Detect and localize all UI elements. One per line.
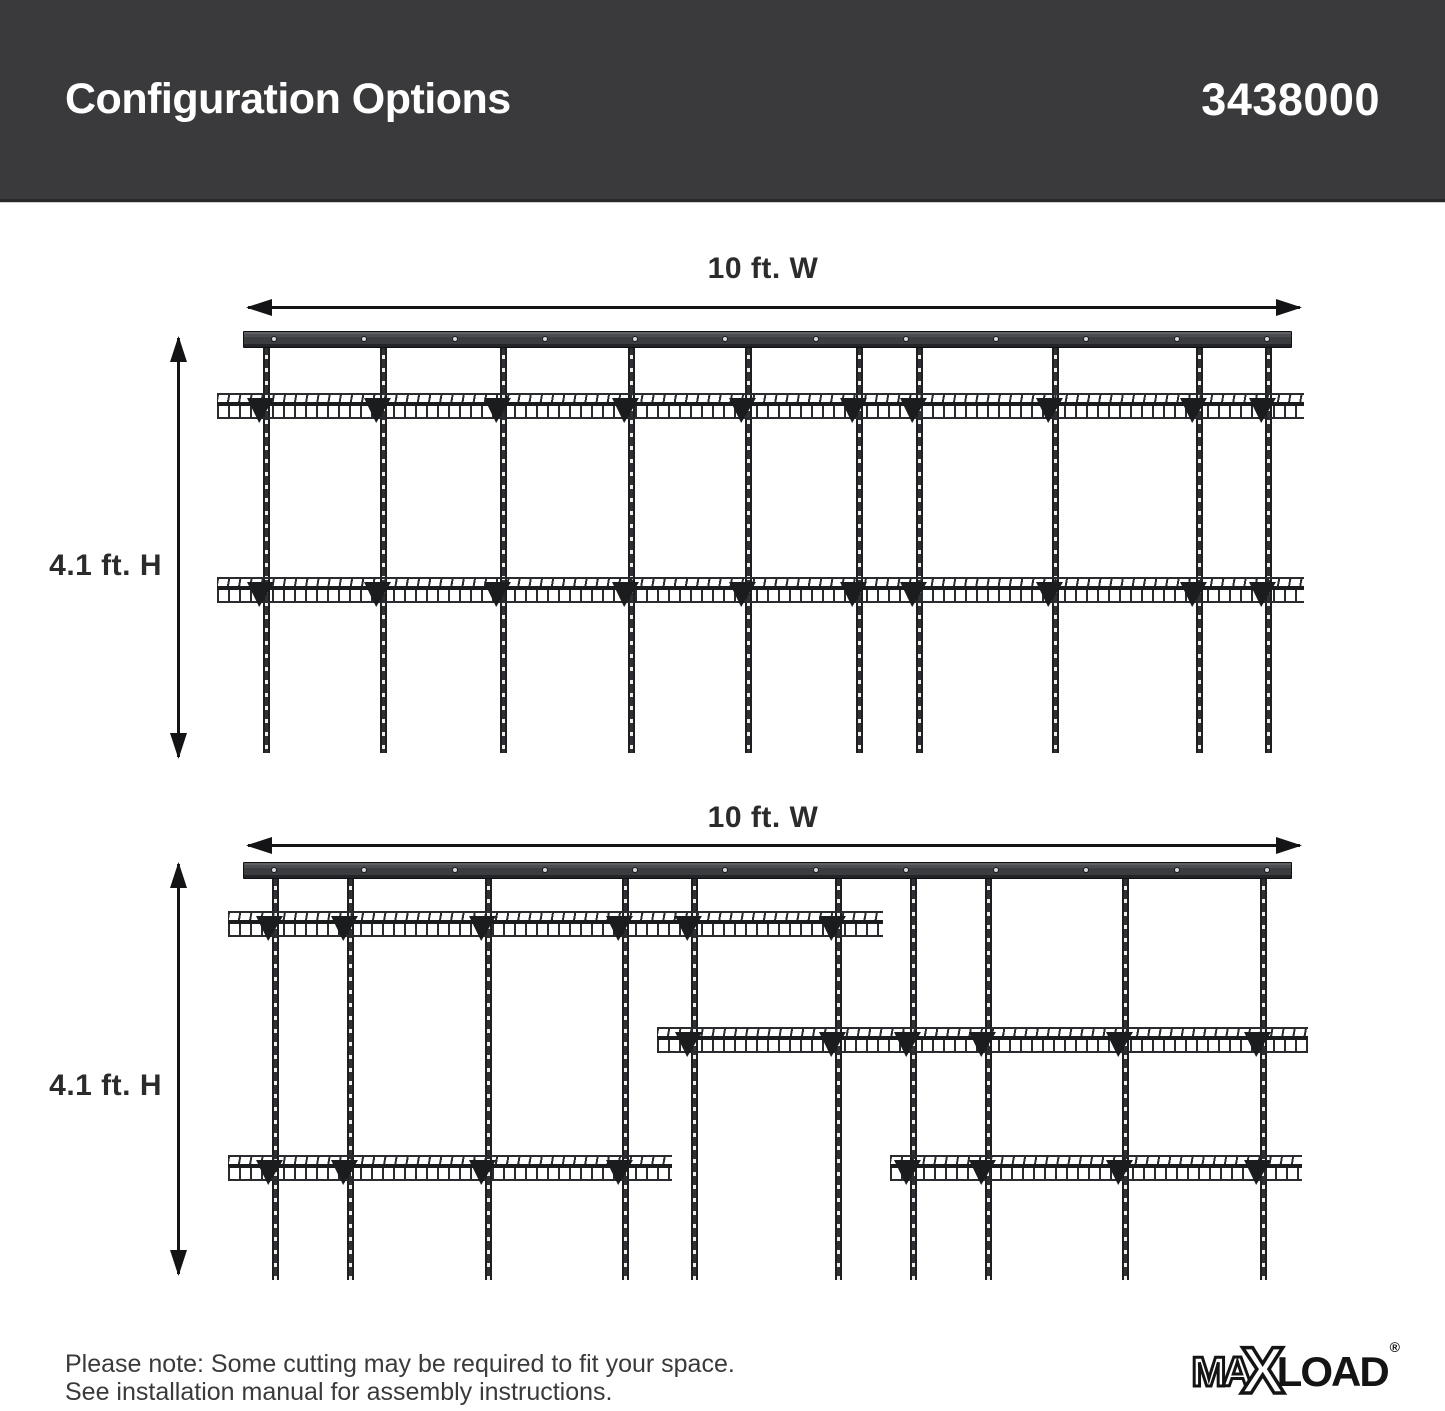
logo-text-load: LOAD <box>1276 1348 1388 1395</box>
hang-track <box>243 331 1292 348</box>
screw-hole-icon <box>723 868 727 872</box>
shelf-wires <box>228 1168 672 1181</box>
logo-text-x: X <box>1240 1333 1285 1407</box>
wire-shelf <box>228 1155 672 1181</box>
arrowhead-right-icon <box>1276 837 1302 854</box>
logo-text-ma: MA <box>1191 1348 1249 1395</box>
screw-hole-icon <box>904 337 908 341</box>
arrowhead-left-icon <box>246 837 272 854</box>
screw-hole-icon <box>1084 337 1088 341</box>
shelf-wires <box>228 924 883 937</box>
screw-hole-icon <box>994 337 998 341</box>
wall-standard <box>272 877 279 1280</box>
note-line-2: See installation manual for assembly instructions. <box>65 1378 613 1406</box>
wall-standard <box>985 877 992 1280</box>
footer-note <box>65 1350 735 1406</box>
screw-hole-icon <box>272 868 276 872</box>
screw-hole-icon <box>814 337 818 341</box>
screw-hole-icon <box>1084 868 1088 872</box>
screw-hole-icon <box>362 868 366 872</box>
hang-track <box>243 862 1292 879</box>
arrowhead-up-icon <box>170 862 187 888</box>
shelf-wires <box>890 1168 1302 1181</box>
wire-shelf <box>890 1155 1302 1181</box>
screw-hole-icon <box>272 337 276 341</box>
width-label: 10 ft. W <box>707 252 819 285</box>
screw-hole-icon <box>1265 337 1269 341</box>
screw-hole-icon <box>453 868 457 872</box>
wall-standard <box>622 877 629 1280</box>
screw-hole-icon <box>633 868 637 872</box>
screw-hole-icon <box>723 337 727 341</box>
width-label: 10 ft. W <box>707 801 819 834</box>
screw-hole-icon <box>994 868 998 872</box>
width-arrow <box>248 844 1300 847</box>
height-label: 4.1 ft. H <box>49 549 162 582</box>
height-arrow <box>177 864 180 1274</box>
wall-standard <box>1122 877 1129 1280</box>
shelf-back-wire <box>228 1155 672 1164</box>
screw-hole-icon <box>453 337 457 341</box>
screw-hole-icon <box>362 337 366 341</box>
wall-standard <box>1260 877 1267 1280</box>
wall-standard <box>347 877 354 1280</box>
registered-trademark-icon: ® <box>1389 1339 1400 1355</box>
wall-standard <box>485 877 492 1280</box>
screw-hole-icon <box>904 868 908 872</box>
shelf-back-wire <box>890 1155 1302 1164</box>
page-title: Configuration Options <box>65 75 511 123</box>
note-line-1: Please note: Some cutting may be required to fit your space. <box>65 1350 735 1378</box>
shelf-back-wire <box>228 911 883 920</box>
height-label: 4.1 ft. H <box>49 1069 162 1102</box>
wall-standard <box>910 877 917 1280</box>
screw-hole-icon <box>1265 868 1269 872</box>
maxload-logo <box>1191 1333 1400 1408</box>
screw-hole-icon <box>814 868 818 872</box>
product-number: 3438000 <box>1201 73 1380 125</box>
wire-shelf <box>228 911 883 937</box>
screw-hole-icon <box>633 337 637 341</box>
wall-standard <box>835 877 842 1280</box>
screw-hole-icon <box>543 868 547 872</box>
arrowhead-down-icon <box>170 1250 187 1276</box>
screw-hole-icon <box>1175 868 1179 872</box>
wall-standard <box>691 877 698 1280</box>
screw-hole-icon <box>543 337 547 341</box>
screw-hole-icon <box>1175 337 1179 341</box>
